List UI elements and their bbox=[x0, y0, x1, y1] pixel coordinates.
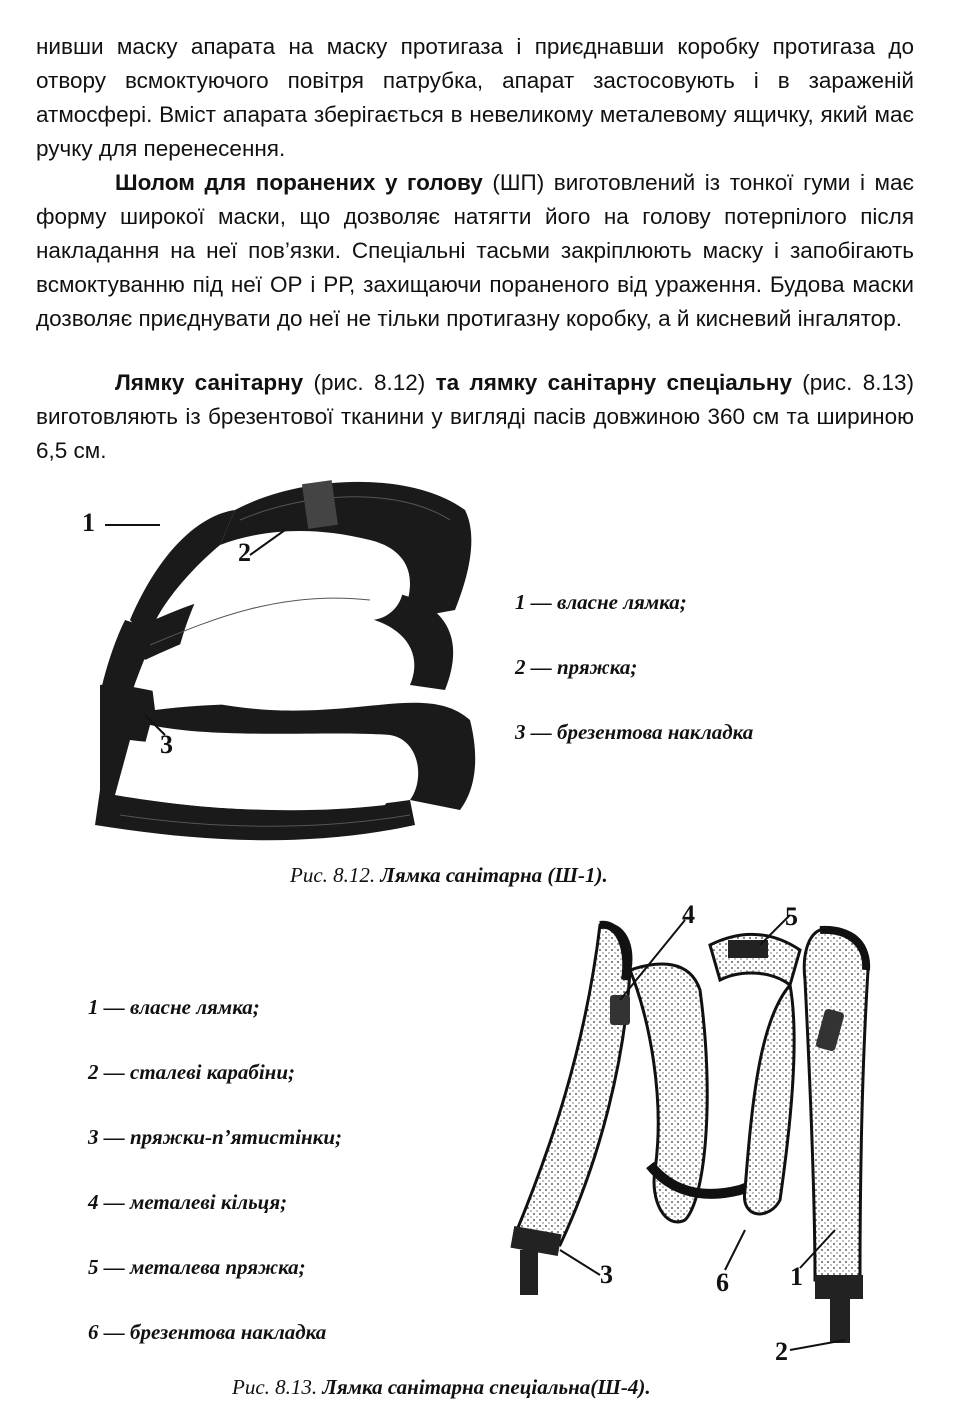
legend-item: 6 — брезентова накладка bbox=[88, 1320, 327, 1344]
figure-8-12-illustration bbox=[70, 470, 510, 855]
caption-title: Лямка санітарна спеціальна(Ш-4). bbox=[322, 1375, 651, 1399]
legend-item: 4 — металеві кільця; bbox=[88, 1190, 288, 1214]
paragraph-3-text-1: (рис. 8.12) bbox=[303, 370, 436, 395]
legend-item: 2 — сталеві карабіни; bbox=[88, 1060, 295, 1084]
legend-item: 5 — металева пряжка; bbox=[88, 1255, 306, 1279]
callout-4: 4 bbox=[682, 900, 695, 929]
legend-item: 2 — пряжка; bbox=[515, 655, 638, 679]
callout-6: 6 bbox=[716, 1268, 729, 1297]
special-sanitary-strap-drawing bbox=[490, 900, 890, 1370]
figure-8-12-caption bbox=[290, 863, 608, 888]
caption-title: Лямка санітарна (Ш-1). bbox=[380, 863, 608, 887]
caption-number: Рис. 8.13. bbox=[232, 1375, 318, 1399]
figure-8-13-illustration bbox=[490, 900, 890, 1370]
figure-8-13-caption bbox=[232, 1375, 651, 1400]
legend-item: 1 — власне лямка; bbox=[515, 590, 687, 614]
callout-2: 2 bbox=[775, 1337, 788, 1366]
paragraph-2-bold: Шолом для поранених у голову bbox=[115, 170, 483, 195]
paragraph-3-bold-1: Лямку санітарну bbox=[115, 370, 304, 395]
legend-item: 3 — брезентова накладка bbox=[515, 720, 754, 744]
callout-1: 1 bbox=[790, 1262, 803, 1291]
callout-3: 3 bbox=[160, 730, 173, 759]
callout-1: 1 bbox=[82, 508, 95, 537]
figure-8-12-leaders bbox=[70, 470, 510, 855]
callout-2: 2 bbox=[238, 538, 251, 567]
legend-item: 3 — пряжки-п’ятистінки; bbox=[88, 1125, 342, 1149]
caption-number: Рис. 8.12. bbox=[290, 863, 376, 887]
paragraph-3 bbox=[36, 366, 914, 468]
legend-item: 1 — власне лямка; bbox=[88, 995, 260, 1019]
callout-3: 3 bbox=[600, 1260, 613, 1289]
paragraph-1: нивши маску апарата на маску протигаза і приєднавши коробку протигаза до отвору всмоктуючого повітря патрубка, апарат застосовують і в зараженій атмосфері. Вміст апарата зберігається в невеликому металевому ящичку, який має ручку для перенесення. bbox=[36, 34, 914, 161]
paragraph-3-text-2: (рис. 8.13) виготовляють із брезентової тканини у вигляді пасів довжиною 360 см та шириною 6,5 см. bbox=[36, 370, 914, 463]
callout-5: 5 bbox=[785, 902, 798, 931]
paragraph-2-text: (ШП) виготовлений із тонкої гуми і має форму широкої маски, що дозволяє натягти його на голову потерпілого після накладання на неї пов’язки. Спеціальні тасьми закріплюють маску і запобігають всмоктуванню під неї ОР і РР, захищаючи пораненого від ураження. Будова маски дозволяє приєднувати до неї не тільки протигазну коробку, а й кисневий інгалятор. bbox=[36, 170, 914, 331]
figure-8-13-legend bbox=[88, 975, 342, 1365]
figure-8-12-legend bbox=[515, 570, 753, 765]
paragraph-2 bbox=[36, 166, 914, 336]
paragraph-3-bold-2: та лямку санітарну спеціальну bbox=[435, 370, 792, 395]
